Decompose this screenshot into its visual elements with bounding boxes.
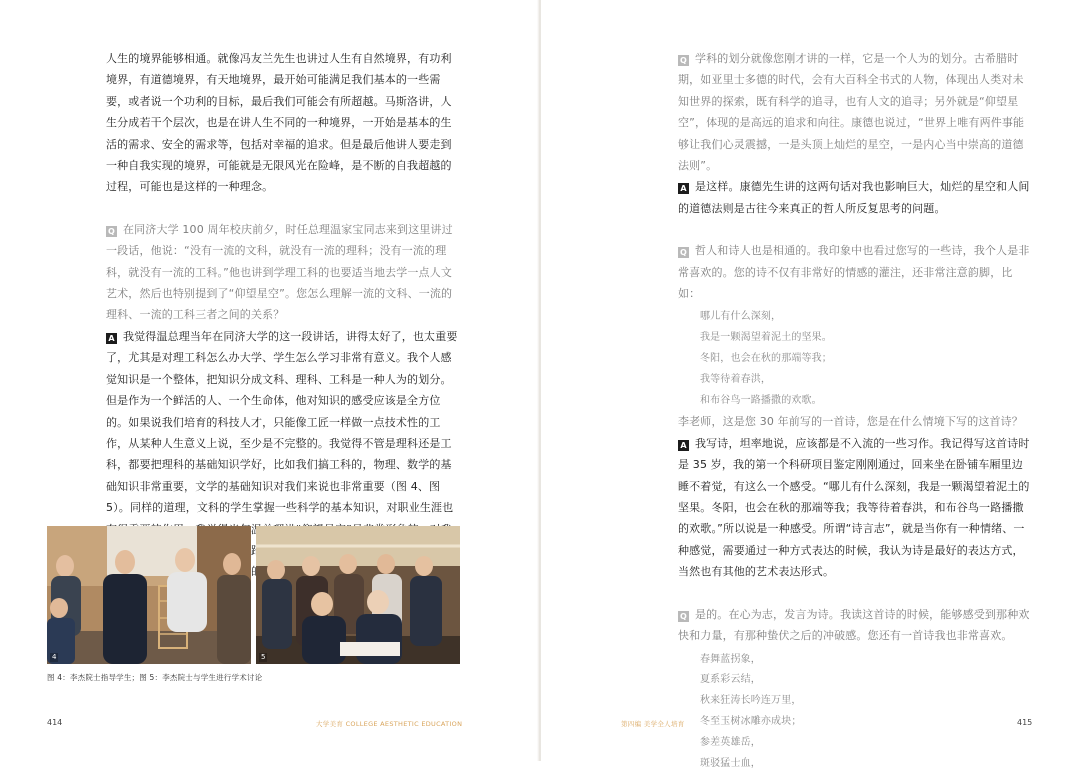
- figure-5-label: 5: [259, 653, 267, 662]
- figure-caption: 图 4：李杰院士指导学生；图 5：李杰院士与学生进行学术讨论: [47, 672, 262, 683]
- poem-2-line: 斑驳猛士血，: [700, 754, 1034, 774]
- poem-1: [678, 307, 1034, 411]
- figure-4-image: [47, 526, 251, 664]
- q-tag: Q: [106, 226, 117, 237]
- a-tag: A: [106, 333, 117, 344]
- answer-2: [678, 176, 1034, 219]
- poem-1-line: 我等待着春洪，: [700, 370, 1034, 391]
- intro-paragraph: 人生的境界能够相通。就像冯友兰先生也讲过人生有自然境界，有功利境界，有道德境界，有天地境界，最开始可能满足我们基本的一些需要，或者说一个功利的目标，最后我们可能会有所超越。马斯洛讲，人生分成若干个层次，也是在讲人生不同的一种境界，一开始是基本的生活的需求、安全的需求等，包括对幸福的追求。但是最后他讲人要走到一种自我实现的境界，可能就是无限风光在险峰，是不断的自我超越的过程，可能也是这样的一种理念。: [106, 48, 462, 198]
- poem-2-line: 秋来狂涛长吟连万里，: [700, 691, 1034, 712]
- question-4: [678, 604, 1034, 647]
- left-column: [106, 48, 462, 583]
- figure-4-label: 4: [50, 653, 58, 662]
- page-number-left: 414: [47, 718, 62, 727]
- running-head-left: 大学美育 COLLEGE AESTHETIC EDUCATION: [316, 719, 462, 728]
- q-tag: Q: [678, 55, 689, 66]
- poem-1-line: 哪儿有什么深刻，: [700, 307, 1034, 328]
- poem-2: [678, 650, 1034, 774]
- poem-2-line: 参差英雄岳，: [700, 733, 1034, 754]
- answer-3: [678, 433, 1034, 583]
- question-3-text: 哲人和诗人也是相通的。我印象中也看过您写的一些诗，我个人是非常喜欢的。您的诗不仅有非常好的情感的灌注，还非常注意韵脚，比如：: [678, 244, 1030, 300]
- figure-4-photo: [47, 526, 251, 664]
- right-column: [678, 48, 1034, 774]
- answer-2-text: 是这样。康德先生讲的这两句话对我也影响巨大，灿烂的星空和人间的道德法则是古往今来真正的哲人所反复思考的问题。: [678, 180, 1030, 214]
- a-tag: A: [678, 440, 689, 451]
- question-3: [678, 240, 1034, 304]
- question-2: [678, 48, 1034, 176]
- question-2-text: 学科的划分就像您刚才讲的一样，它是一个人为的划分。古希腊时期，如亚里士多德的时代，会有大百科全书式的人物，体现出人类对未知世界的探索，既有科学的追寻，也有人文的追寻；另外就是“仰望星空”，体现的是高远的追求和向往。康德也说过，“世界上唯有两件事能够让我们心灵震撼，一是头顶上灿烂的星空，一是内心当中崇高的道德法则”。: [678, 52, 1024, 172]
- poem-1-line: 冬阳，也会在秋的那端等我；: [700, 349, 1034, 370]
- poem-2-line: 春舞蓝拐象，: [700, 650, 1034, 671]
- photo-strip: [47, 526, 460, 664]
- poem-1-line: 和布谷鸟一路播撒的欢歌。: [700, 391, 1034, 412]
- left-page: [0, 0, 539, 761]
- answer-1-text: 我觉得温总理当年在同济大学的这一段讲话，讲得太好了，也太重要了，尤其是对理工科怎么办大学、学生怎么学习非常有意义。我个人感觉知识是一个整体，把知识分成文科、理科、工科是一种人为的划分。但是作为一个鲜活的人、一个生命体，他对知识的感受应该是全方位的。如果说我们培育的科技人才，只能像工匠一样做一点技术性的工作，从某种人生意义上说，至少是不完整的。我觉得不管是理科还是工科，都要把理科的基础知识学好，比如我们搞工科的，物理、数学的基础知识非常重要，文学的基础知识对我们来说也非常重要（图 4、图 5）。同样的道理，文科的学生掌握一些科学的基本知识，对职业生涯也: [106, 330, 458, 578]
- answer-3-text: 我写诗，坦率地说，应该都是不入流的一些习作。我记得写这首诗时是 35 岁，我的第一个科研项目鉴定刚刚通过，回来坐在卧铺车厢里边睡不着觉，有这么一个感受。“哪儿有什么深刻，我是一颗渴望着泥土的坚果。冬阳，也会在秋的那端等我；我等待着春洪，和布谷鸟一路播撒的欢歌。”所以说是一种感受。所谓“诗言志”，就是当你有一种情绪、一种感觉，需要通过一种方式表达的时候，我认为诗是最好的表达方式，当然也有其他的艺术表达形式。: [678, 437, 1030, 578]
- poem-2-line: 冬至玉树冰雕亦成块；: [700, 712, 1034, 733]
- a-tag: A: [678, 183, 689, 194]
- running-head-right: 第四编 美学全人培育: [621, 719, 685, 728]
- poem-1-line: 我是一颗渴望着泥土的坚果。: [700, 328, 1034, 349]
- question-1-text: 在同济大学 100 周年校庆前夕，时任总理温家宝同志来到这里讲过一段话，他说：“没有一流的文科，就没有一流的理科；没有一流的理科，就没有一流的工科。”他也讲到学理工科的也要适当地去学一点人文艺术，然后也特别提到了“仰望星空”。您怎么理解一流的文科、一流的理科、一流的工科三者之间的关系？: [106, 223, 453, 322]
- question-3-follow: 李老师，这是您 30 年前写的一首诗，您是在什么情境下写的这首诗？: [678, 411, 1034, 432]
- question-1: [106, 219, 462, 326]
- poem-2-line: 夏系彩云结，: [700, 670, 1034, 691]
- q-tag: Q: [678, 247, 689, 258]
- page-number-right: 415: [1017, 718, 1032, 727]
- figure-5-image: [256, 526, 460, 664]
- question-4-text: 是的。在心为志，发言为诗。我读这首诗的时候，能够感受到那种欢快和力量，有那种蛰伏之后的冲破感。您还有一首诗我也非常喜欢。: [678, 608, 1030, 642]
- figure-5-photo: [256, 526, 460, 664]
- q-tag: Q: [678, 611, 689, 622]
- right-page: [541, 0, 1080, 761]
